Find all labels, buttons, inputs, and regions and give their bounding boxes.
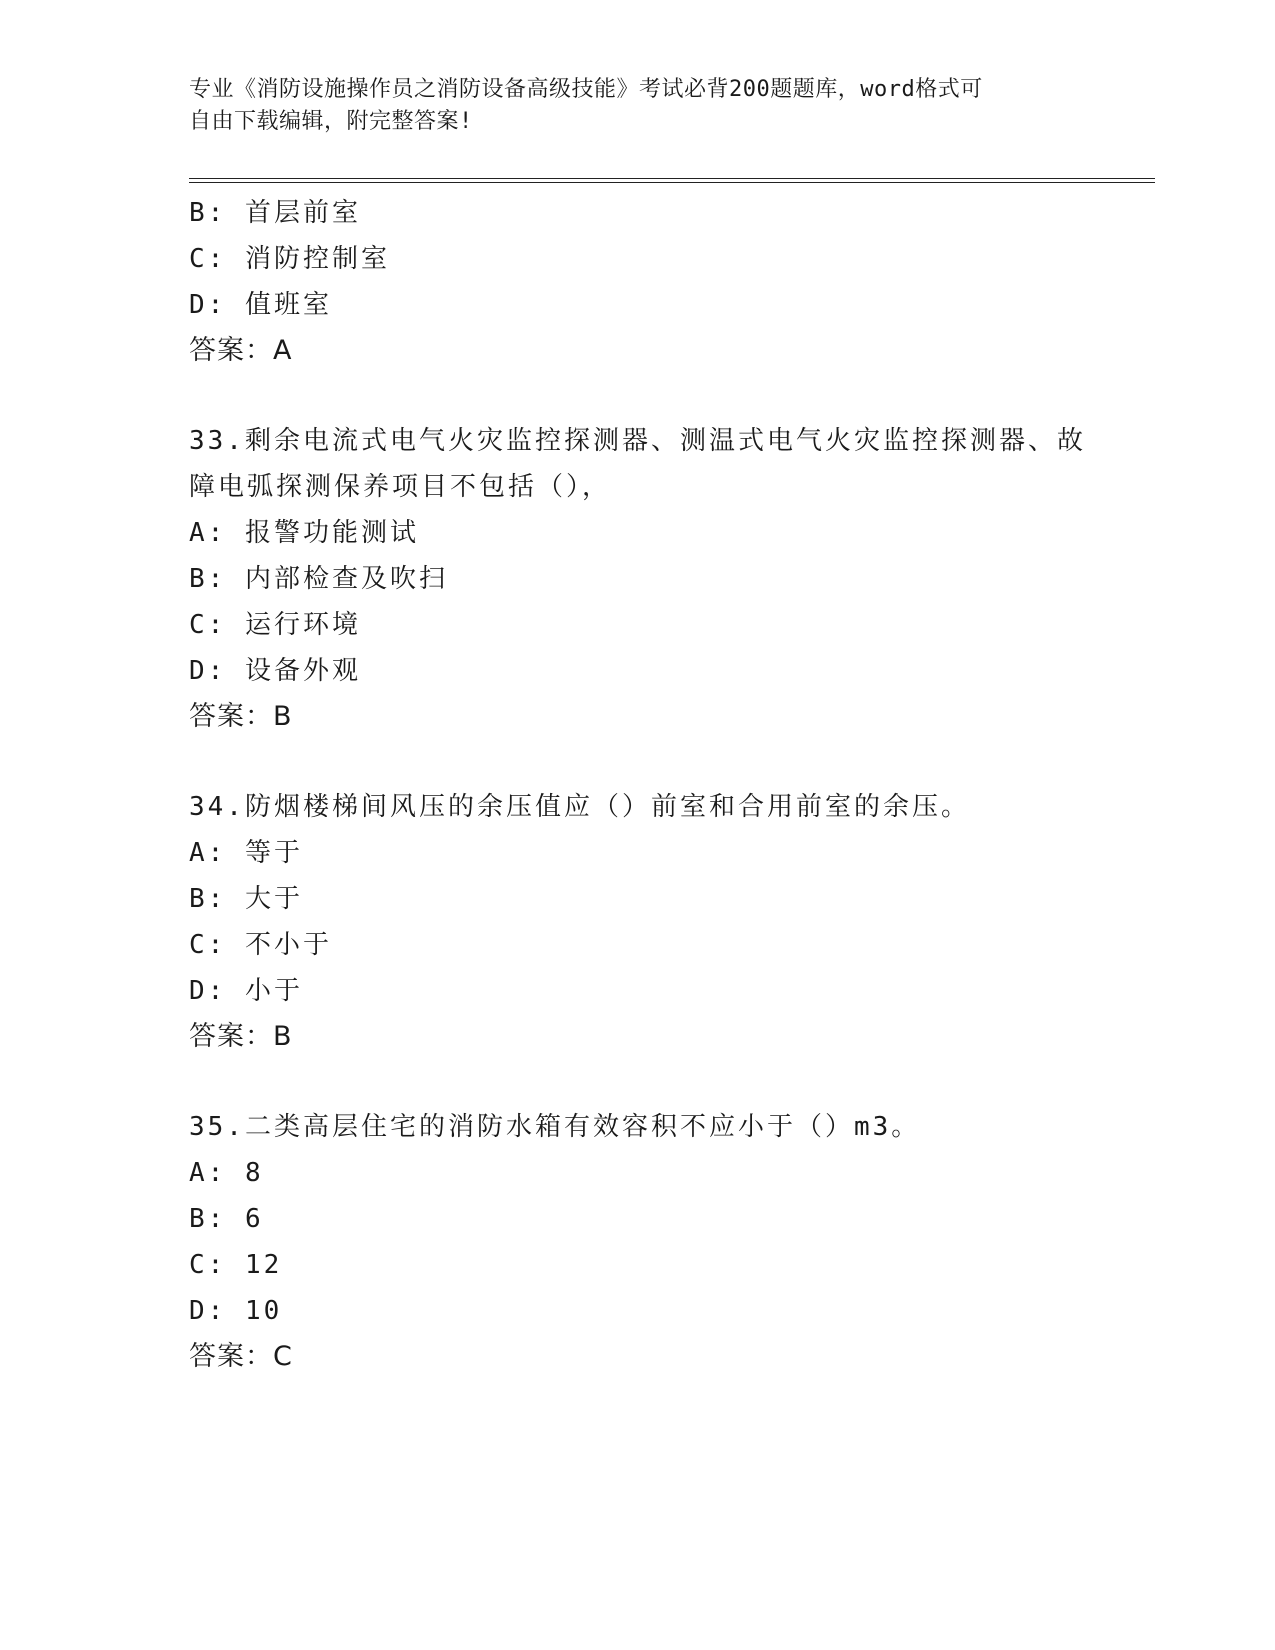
question-34	[189, 784, 1089, 1060]
question-list	[189, 190, 1089, 1380]
option-a: A: 等于	[189, 838, 303, 868]
question-32	[189, 190, 1089, 374]
spacer	[189, 740, 1089, 784]
question-text-line-2: 障电弧探测保养项目不包括（），	[189, 472, 612, 502]
question-35	[189, 1104, 1089, 1380]
question-text-line-1: 33.剩余电流式电气火灾监控探测器、测温式电气火灾监控探测器、故	[189, 426, 1086, 456]
spacer	[189, 1060, 1089, 1104]
option-a: A: 报警功能测试	[189, 518, 419, 548]
question-33	[189, 418, 1089, 740]
header-divider	[189, 178, 1155, 183]
option-d: D: 设备外观	[189, 656, 361, 686]
option-b: B: 首层前室	[189, 198, 361, 228]
option-d: D: 小于	[189, 976, 303, 1006]
spacer	[189, 374, 1089, 418]
option-d: D: 值班室	[189, 290, 332, 320]
answer: 答案：B	[189, 1021, 293, 1052]
option-c: C: 消防控制室	[189, 244, 390, 274]
answer: 答案：A	[189, 335, 293, 366]
document-header	[189, 74, 1069, 138]
option-b: B: 内部检查及吹扫	[189, 564, 448, 594]
answer: 答案：C	[189, 1341, 293, 1372]
question-text: 34.防烟楼梯间风压的余压值应（）前室和合用前室的余压。	[189, 792, 970, 822]
answer: 答案：B	[189, 701, 293, 732]
option-c: C: 不小于	[189, 930, 332, 960]
header-line-1: 专业《消防设施操作员之消防设备高级技能》考试必背200题题库，word格式可	[189, 77, 983, 102]
option-d: D: 10	[189, 1296, 283, 1326]
header-line-2: 自由下载编辑，附完整答案!	[189, 109, 473, 134]
option-a: A: 8	[189, 1158, 264, 1188]
option-c: C: 运行环境	[189, 610, 361, 640]
question-text: 35.二类高层住宅的消防水箱有效容积不应小于（）m3。	[189, 1112, 921, 1142]
option-b: B: 6	[189, 1204, 264, 1234]
option-b: B: 大于	[189, 884, 303, 914]
option-c: C: 12	[189, 1250, 283, 1280]
